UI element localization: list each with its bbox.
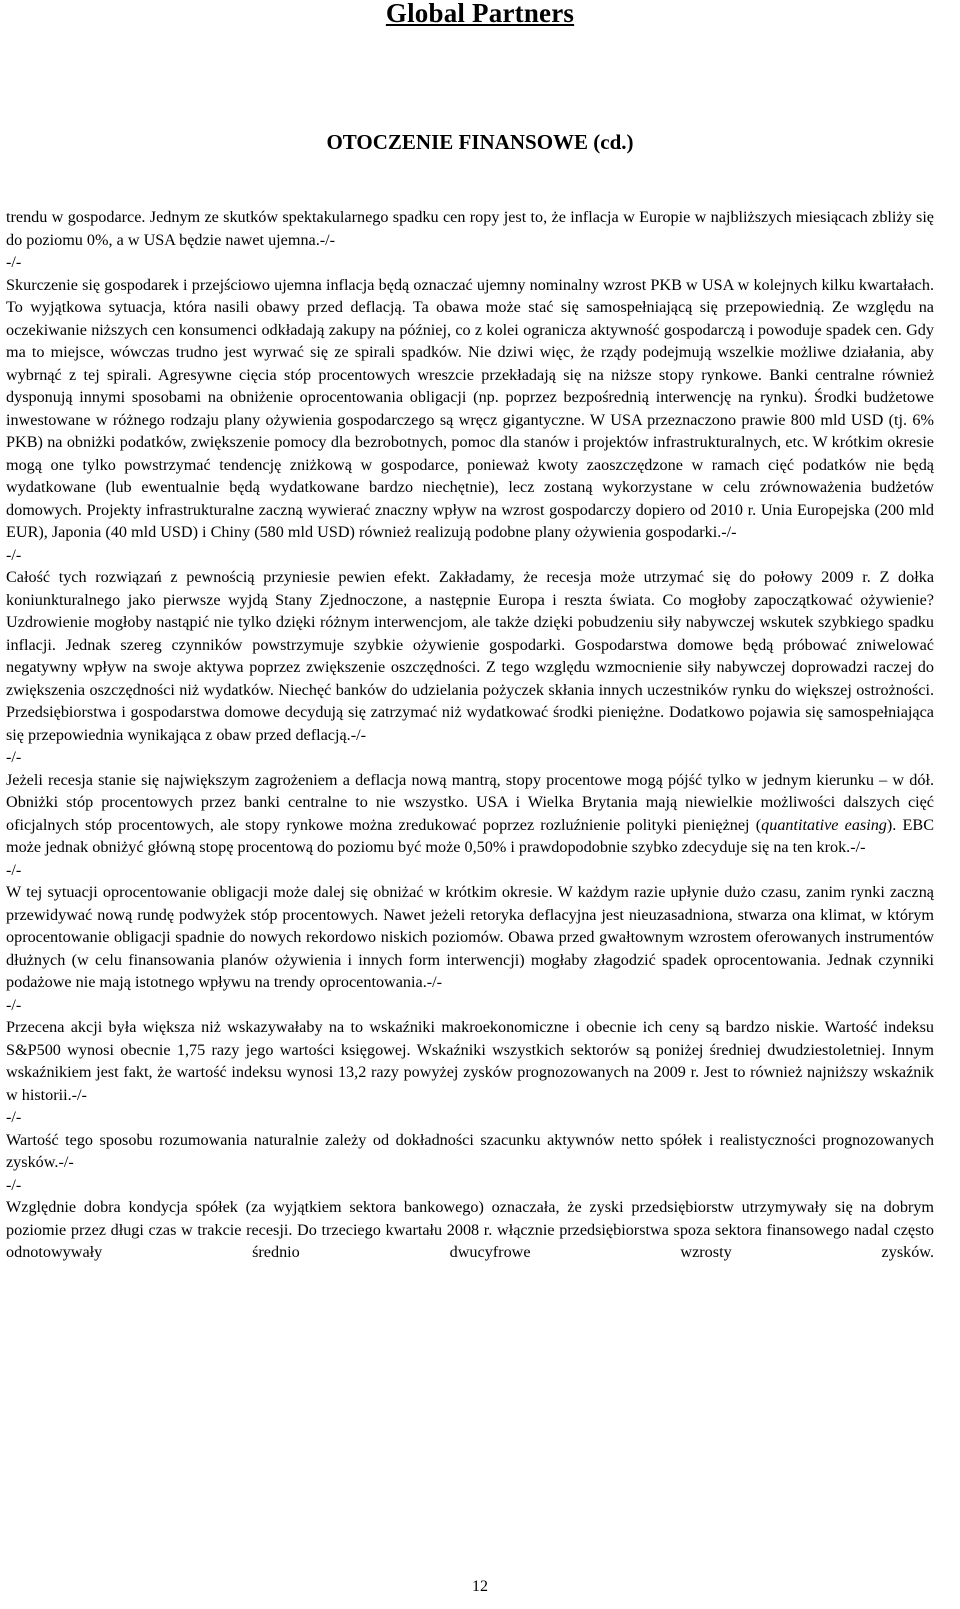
paragraph-4: [6, 769, 934, 859]
document-title: Global Partners: [385, 0, 575, 28]
paragraph-3: Całość tych rozwiązań z pewnością przyniesie pewien efekt. Zakładamy, że recesja może utrzymać się do połowy 2009 r. Z dołka koniunkturalnego jako pierwsze wyjdą Stany Zjednoczone, a następnie Europa i reszta świata. Co mogłoby zapoczątkować ożywienie? Uzdrowienie mogłoby nastąpić nie tylko dzięki różnym interwencjom, ale także dzięki pobudzeniu siły nabywczej wskutek szybkiego spadku inflacji. Jednak szereg czynników powstrzymuje szybkie ożywienie gospodarki. Gospodarstwa domowe będą próbować zniwelować negatywny wpływ na swoje aktywa poprzez zwiększenie oszczędności. Z tego względu wzmocnienie siły nabywczej doprowadzi raczej do zwiększenia oszczędności niż wydatków. Niechęć banków do udzielania pożyczek skłania innych uczestników rynku do większej ostrożności. Przedsiębiorstwa i gospodarstwa domowe decydują się zatrzymać niż wydatkować środki pieniężne. Dodatkowo pojawia się samospełniająca się przepowiednia wynikająca z obaw przed deflacją.-/-: [6, 568, 934, 744]
paragraph-4-text: Jeżeli recesja stanie się największym zagrożeniem a deflacja nową mantrą, stopy procentowe mogą pójść tylko w jednym kierunku – w dół. Obniżki stóp procentowych przez banki centralne to nie wszystko. USA i Wielka Brytania mają niewielkie możliwości dalszych cięć oficjalnych stóp procentowych, ale stopy rynkowe można zredukować poprzez rozluźnienie polityki pieniężnej (: [6, 770, 934, 834]
paragraph-4-tail: ). EBC może jednak obniżyć główną stopę procentową do poziomu być może 0,50% i prawdopodobnie szybko zdecyduje się na ten krok.-/-: [6, 815, 935, 856]
separator-5: -/-: [6, 995, 22, 1014]
page-number: 12: [472, 1578, 488, 1595]
paragraph-8: Względnie dobra kondycja spółek (za wyjątkiem sektora bankowego) oznaczała, że zyski przedsiębiorstw utrzymywały się na dobrym poziomie przez długi czas w trakcie recesji. Do trzeciego kwartału 2008 r. włącznie przedsiębiorstwa spoza sektora finansowego nadal często odnotowywały średnio dwucyfrowe wzrosty zysków.: [6, 1198, 934, 1261]
paragraph-1: trendu w gospodarce. Jednym ze skutków spektakularnego spadku cen ropy jest to, że inflacja w Europie w najbliższych miesiącach zbliży się do poziomu 0%, a w USA będzie nawet ujemna.-/-: [6, 208, 934, 249]
paragraph-2: Skurczenie się gospodarek i przejściowo ujemna inflacja będą oznaczać ujemny nominalny wzrost PKB w USA w kolejnych kilku kwartałach. To wyjątkowa sytuacja, która nasili obawy przed deflacją. Ta obawa może stać się samospełniającą się przepowiednią. Ze względu na oczekiwanie niższych cen konsumenci odkładają zakupy na później, co z kolei ogranicza aktywność gospodarczą i powoduje spadek cen. Gdy ma to miejsce, wówczas trudno jest wyrwać się ze spirali spadków. Nie dziwi więc, że rządy podejmują wszelkie możliwe działania, aby wybrnąć z tej spirali. Agresywne cięcia stóp procentowych wreszcie przekładają się na niższe stopy rynkowe. Banki centralne również dysponują innymi sposobami na obniżenie oprocentowania obligacji (np. poprzez bezpośrednią interwencję na rynku). Środki budżetowe inwestowane w różnego rodzaju plany ożywienia gospodarczego są wręcz gigantyczne. W USA przeznaczono prawie 800 mld USD (tj. 6% PKB) na obniżki podatków, zwiększenie pomocy dla bezrobotnych, pomoc dla stanów i projektów infrastrukturalnych, etc. W krótkim okresie mogą one tylko powstrzymać tendencję zniżkową w gospodarce, ponieważ kwoty zaoszczędzone w ramach cięć podatków nie będą wydatkowane (lub ewentualnie będą wydatkowane bardzo niechętnie), lecz zostaną wykorzystane w celu zrównoważenia budżetów domowych. Projekty infrastrukturalne zaczną wywierać znaczny wpływ na wzrost gospodarczy dopiero od 2010 r. Unia Europejska (200 mld EUR), Japonia (40 mld USD) i Chiny (580 mld USD) również realizują podobne plany ożywienia gospodarki.-/-: [6, 275, 934, 541]
quantitative-easing-term: quantitative easing: [761, 815, 887, 834]
separator-3: -/-: [6, 748, 22, 766]
paragraph-6: Przecena akcji była większa niż wskazywałaby na to wskaźniki makroekonomiczne i obecnie ich ceny są bardzo niskie. Wartość indeksu S&P500 wynosi obecnie 1,75 razy jego wartości księgowej. Wskaźniki wszystkich sektorów są poniżej średniej dwudziestoletniej. Innym wskaźnikiem jest fakt, że wartość indeksu wynosi 13,2 razy powyżej zysków prognozowanych na 2009 r. Jest to również najniższy wskaźnik w historii.-/-: [6, 1018, 934, 1104]
paragraph-5: W tej sytuacji oprocentowanie obligacji może dalej się obniżać w krótkim okresie. W każdym razie upłynie dużo czasu, zanim rynki zaczną przewidywać nową rundę podwyżek stóp procentowych. Nawet jeżeli retoryka deflacyjna jest nieuzasadniona, stwarza ona klimat, w którym oprocentowanie obligacji spadnie do nowych rekordowo niskich poziomów. Obawa przed gwałtownym wzrostem oferowanych instrumentów dłużnych (w celu finansowania planów ożywienia i innych form interwencji) mogłaby złagodzić spadek oprocentowania. Jednak czynniki podażowe nie mają istotnego wpływu na trendy oprocentowania.-/-: [6, 883, 934, 991]
paragraph-7: Wartość tego sposobu rozumowania naturalnie zależy od dokładności szacunku aktywnów netto spółek i realistyczności prognozowanych zysków.-/-: [6, 1130, 934, 1171]
document-body: [6, 206, 934, 1264]
separator-7: -/-: [6, 1175, 22, 1194]
separator-4: -/-: [6, 860, 22, 879]
separator-6: -/-: [6, 1108, 22, 1126]
separator-1: -/-: [6, 253, 22, 271]
section-title: OTOCZENIE FINANSOWE (cd.): [326, 130, 634, 154]
separator-2: -/-: [6, 545, 22, 564]
